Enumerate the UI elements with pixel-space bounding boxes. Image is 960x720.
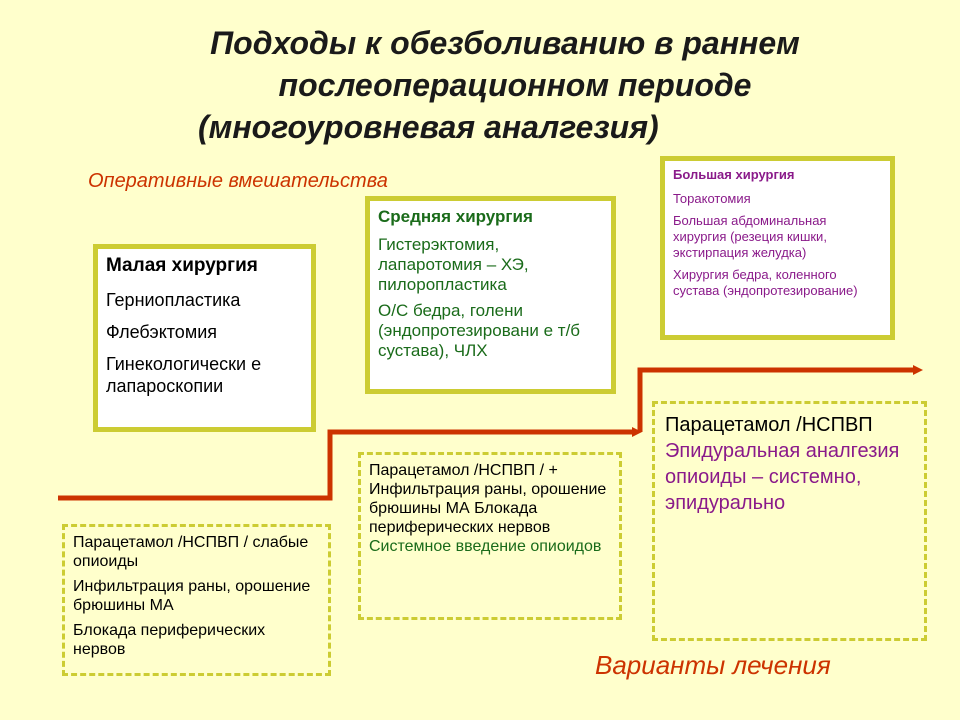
major-surgery-heading: Большая хирургия [673, 167, 795, 182]
treatment-item-epidural: Эпидуральная аналгезия опиоиды – системно, эпидурально [665, 440, 900, 514]
treatment-item-opioids: Системное введение опиоидов [369, 538, 602, 555]
operations-label: Оперативные вмешательства [88, 170, 388, 192]
medium-surgery-heading: Средняя хирургия [378, 207, 533, 226]
major-surgery-box [660, 156, 895, 340]
minor-surgery-item: Флебэктомия [106, 322, 217, 342]
treatment-item: Инфильтрация раны, орошение брюшины МА [73, 578, 311, 614]
title-line-3: (многоуровневая аналгезия) [198, 109, 659, 145]
treatment-item: Парацетамол /НСПВП / слабые опиоиды [73, 534, 309, 570]
title-line-2: послеоперационном периоде [278, 67, 752, 103]
medium-surgery-item: Гистерэктомия, лапаротомия – ХЭ, пилоропластика [378, 235, 529, 294]
minor-surgery-box [93, 244, 316, 432]
medium-surgery-box [365, 196, 616, 394]
major-surgery-item: Большая абдоминальная хирургия (резеция кишки, экстирпация желудка) [673, 213, 827, 260]
major-surgery-item: Хирургия бедра, коленного сустава (эндопротезирование) [673, 267, 858, 298]
treatment-level-3 [652, 401, 927, 641]
treatment-item: Блокада периферических нервов [73, 622, 266, 658]
treatment-level-2 [358, 452, 622, 620]
title-line-1: Подходы к обезболиванию в раннем [210, 25, 800, 61]
treatment-item: Парацетамол /НСПВП / + Инфильтрация раны, орошение брюшины МА Блокада периферических нервов [369, 462, 607, 536]
major-surgery-item: Торакотомия [673, 191, 751, 206]
medium-surgery-item: О/С бедра, голени (эндопротезировани е т/б сустава), ЧЛХ [378, 301, 581, 360]
minor-surgery-item: Гинекологически е лапароскопии [106, 354, 262, 396]
minor-surgery-heading: Малая хирургия [106, 255, 258, 276]
treatment-level-1 [62, 524, 331, 676]
treatment-label: Варианты лечения [595, 650, 831, 680]
minor-surgery-item: Герниопластика [106, 290, 241, 310]
treatment-item: Парацетамол /НСПВП [665, 414, 873, 436]
